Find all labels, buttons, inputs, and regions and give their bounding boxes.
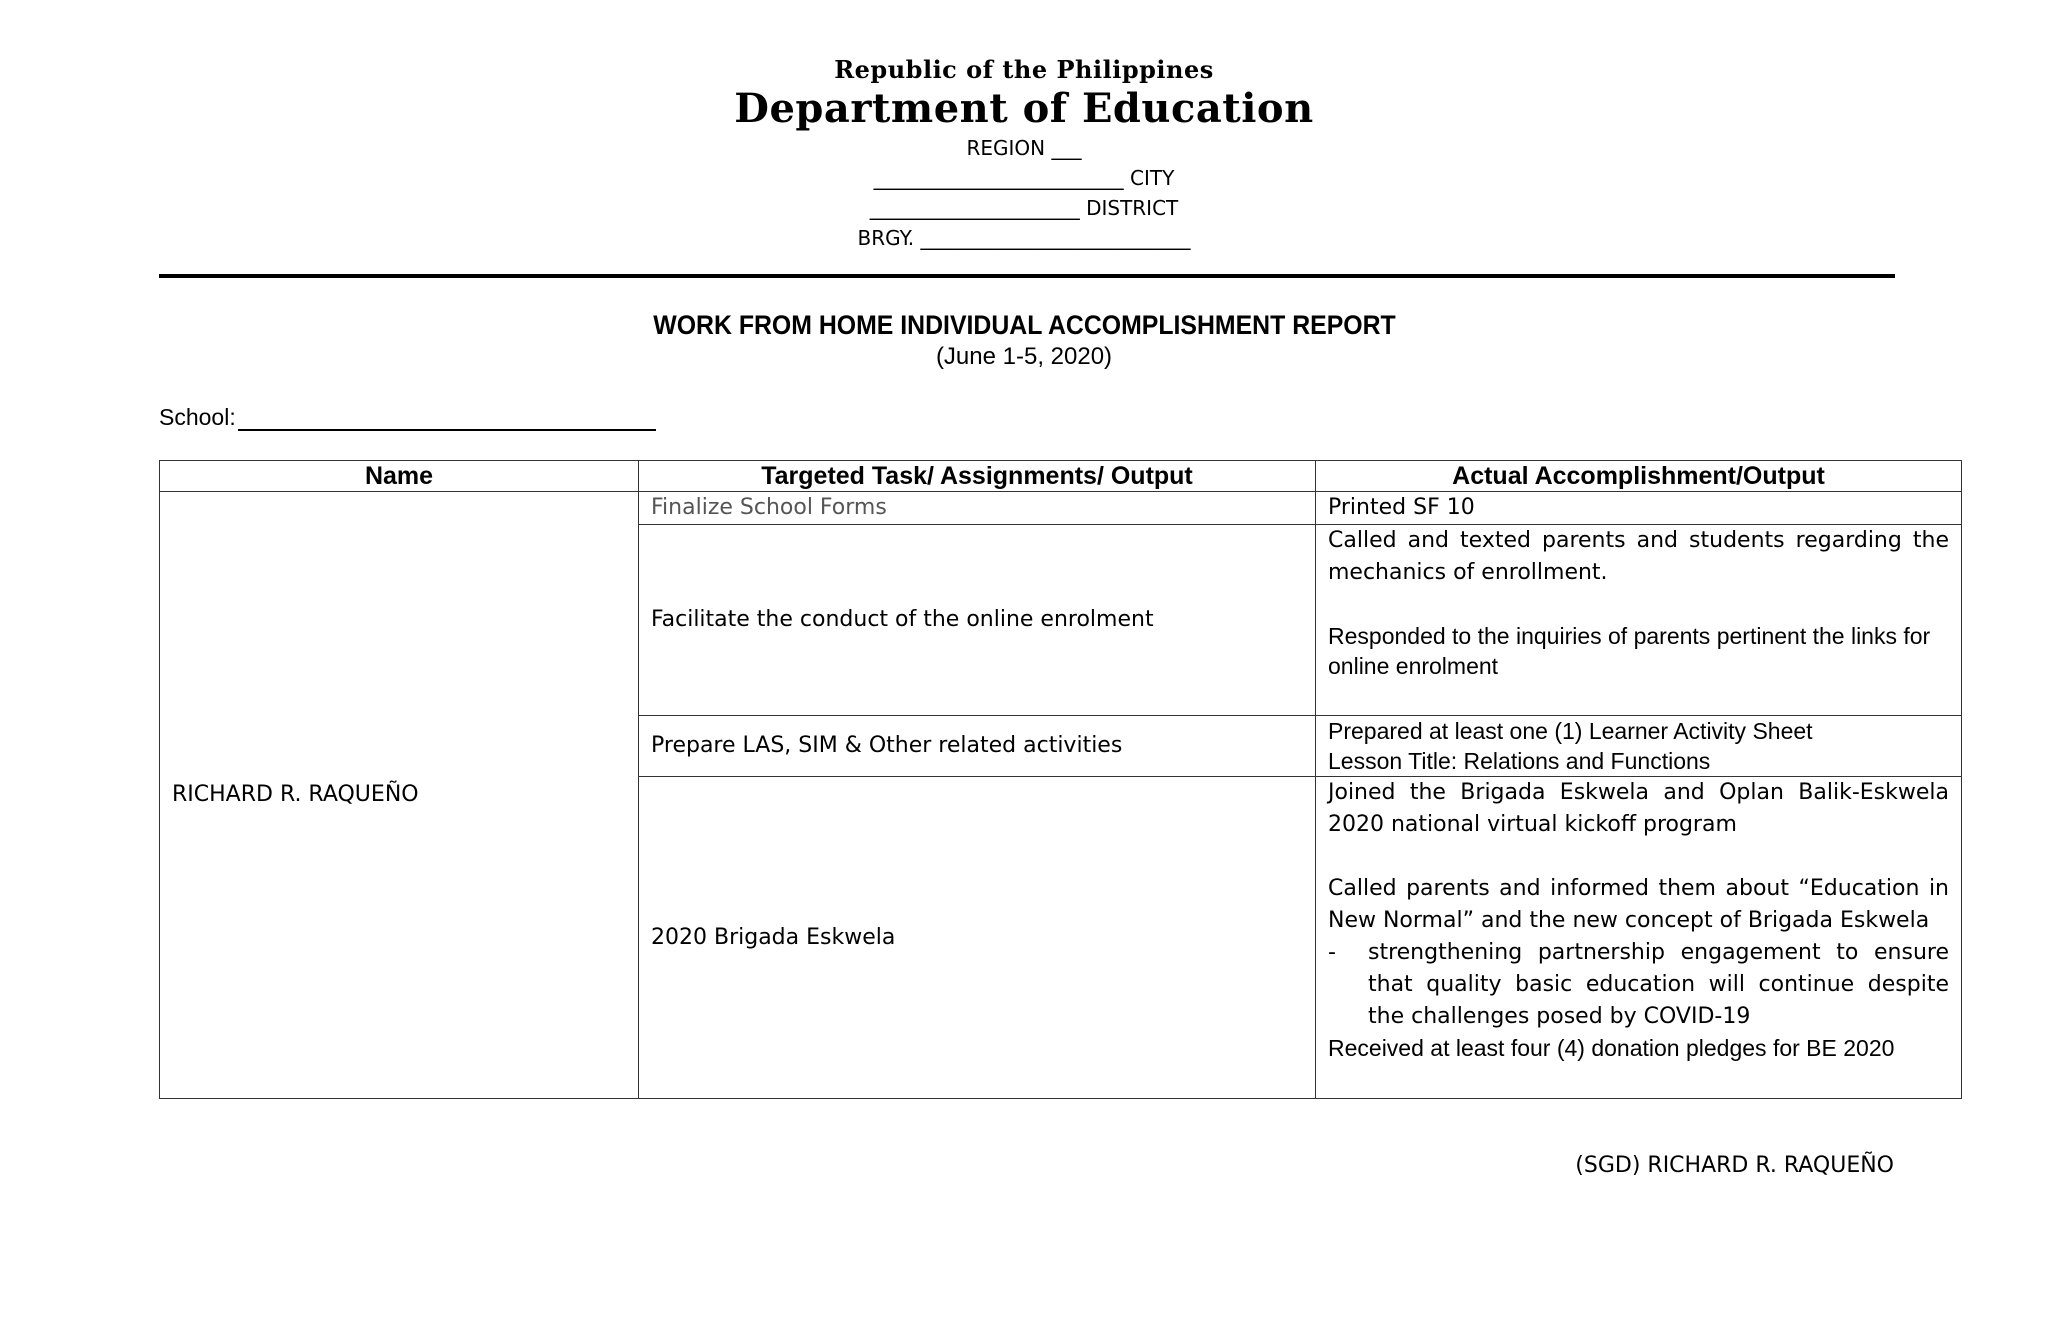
table-header-row bbox=[160, 461, 1962, 492]
name-cell: RICHARD R. RAQUEÑO bbox=[160, 492, 639, 1099]
accomplishment-text: Responded to the inquiries of parents pertinent the links for online enrolment bbox=[1328, 623, 1931, 679]
letterhead bbox=[0, 55, 2048, 253]
report-period: (June 1-5, 2020) bbox=[935, 343, 1113, 370]
school-field bbox=[159, 403, 656, 431]
task-cell: 2020 Brigada Eskwela bbox=[639, 777, 1316, 1099]
region-line: REGION ___ bbox=[966, 136, 1082, 160]
header-task: Targeted Task/ Assignments/ Output bbox=[639, 461, 1316, 492]
accomplishment-text: Lesson Title: Relations and Functions bbox=[1328, 748, 1711, 774]
accomplishment-cell bbox=[1316, 492, 1962, 525]
accomplishment-text: Prepared at least one (1) Learner Activity Sheet bbox=[1328, 718, 1813, 744]
report-title-block bbox=[0, 308, 2048, 372]
bullet-dash: - bbox=[1328, 940, 1336, 965]
accomplishment-cell bbox=[1316, 777, 1962, 1099]
bullet-text: strengthening partnership engagement to ensure that quality basic education will continue despite the challenges posed by COVID-19 bbox=[1368, 940, 1949, 1029]
department-name: Department of Education bbox=[734, 85, 1314, 132]
task-cell: Finalize School Forms bbox=[639, 492, 1316, 525]
accomplishment-table bbox=[159, 460, 1962, 1099]
report-title: WORK FROM HOME INDIVIDUAL ACCOMPLISHMENT REPORT bbox=[652, 310, 1396, 340]
task-cell: Prepare LAS, SIM & Other related activities bbox=[639, 716, 1316, 777]
accomplishment-text: Called parents and informed them about “Education in New Normal” and the new concept of Brigada Eskwela bbox=[1328, 876, 1949, 933]
district-line: _____________________ DISTRICT bbox=[869, 196, 1179, 220]
accomplishment-cell bbox=[1316, 716, 1962, 777]
bullet-item bbox=[1328, 937, 1949, 1033]
republic-line: Republic of the Philippines bbox=[834, 55, 1214, 84]
table-row bbox=[160, 492, 1962, 525]
school-label: School: bbox=[159, 404, 236, 430]
header-name: Name bbox=[160, 461, 639, 492]
header-accomplishment: Actual Accomplishment/Output bbox=[1316, 461, 1962, 492]
accomplishment-text: Printed SF 10 bbox=[1328, 495, 1475, 520]
city-line: _________________________ CITY bbox=[873, 166, 1175, 190]
task-cell: Facilitate the conduct of the online enrolment bbox=[639, 525, 1316, 716]
accomplishment-text: Called and texted parents and students regarding the mechanics of enrollment. bbox=[1328, 528, 1949, 585]
school-blank-line bbox=[238, 407, 656, 431]
accomplishment-text: Joined the Brigada Eskwela and Oplan Balik-Eskwela 2020 national virtual kickoff program bbox=[1328, 780, 1949, 837]
accomplishment-cell bbox=[1316, 525, 1962, 716]
signature: (SGD) RICHARD R. RAQUEÑO bbox=[1575, 1153, 1894, 1178]
header-divider bbox=[159, 274, 1895, 278]
barangay-line: BRGY. ___________________________ bbox=[857, 226, 1191, 250]
accomplishment-text: Received at least four (4) donation pledges for BE 2020 bbox=[1328, 1035, 1895, 1061]
